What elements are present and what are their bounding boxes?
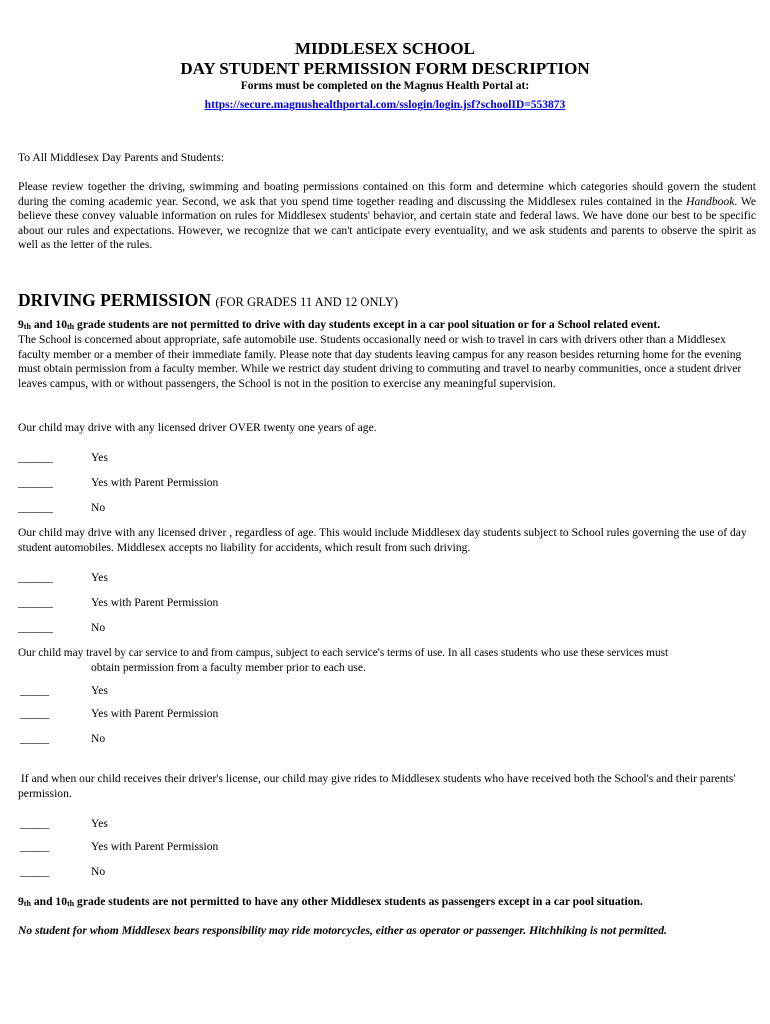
label-q2-yes: Yes	[91, 571, 108, 584]
label-q4-yes: Yes	[91, 817, 108, 830]
blank-q4-yes[interactable]: _____	[20, 817, 49, 830]
safety-paragraph: The School is concerned about appropriate, safe automobile use. Students occasionally need or wish to travel in cars with drivers other than a Middlesex faculty member or a member of their immediate family. Please note that day students leaving campus for any reason besides returning home for the evening must obtain permission from a faculty member. While we restrict day student driving to commuting and travel to nearby communities, once a student driver leaves campus, with or without passengers, the School is not in the position to exercise any meaningful supervision.	[18, 333, 742, 390]
blank-q4-yes-parent[interactable]: _____	[20, 840, 49, 853]
blank-q3-yes-parent[interactable]: _____	[20, 707, 49, 720]
intro-paragraph: Please review together the driving, swimming and boating permissions contained on this form and determine which categories should govern the student during the coming academic year. Second, we ask that you spend time together reading and discussing the Middlesex rules contained in the Handbook. We believe these convey valuable information on rules for Middlesex students' behavior, and certain state and federal laws. We have done our best to be specific about our rules and expectations. However, we recognize that we can't anticipate every eventuality, and we ask students and parents to observe the spirit as well as the letter of the rules.	[18, 180, 757, 252]
label-q1-yes: Yes	[91, 451, 108, 464]
label-q1-no: No	[91, 501, 106, 514]
school-title: MIDDLESEX SCHOOL	[295, 39, 475, 58]
blank-q1-no[interactable]: ______	[18, 501, 53, 514]
motorcycle-note: No student for whom Middlesex bears responsibility may ride motorcycles, either as operator or passenger. Hitchhiking is not permitted.	[18, 924, 667, 937]
question-over-21: Our child may drive with any licensed driver OVER twenty one years of age.	[18, 421, 377, 434]
label-q3-no: No	[91, 732, 106, 745]
question-car-service: Our child may travel by car service to and from campus, subject to each service's terms of use. In all cases students who use these services must	[18, 647, 669, 659]
label-q3-yes: Yes	[91, 684, 108, 697]
portal-link[interactable]: https://secure.magnushealthportal.com/sslogin/login.jsf?schoolID=553873	[204, 99, 566, 111]
blank-q2-no[interactable]: ______	[18, 621, 53, 634]
label-q2-no: No	[91, 621, 106, 634]
portal-note: Forms must be completed on the Magnus Health Portal at:	[240, 80, 530, 92]
label-q3-yes-parent: Yes with Parent Permission	[91, 707, 219, 720]
blank-q2-yes-parent[interactable]: ______	[18, 596, 53, 609]
label-q4-no: No	[91, 865, 106, 878]
label-q4-yes-parent: Yes with Parent Permission	[91, 840, 219, 853]
question-any-age: Our child may drive with any licensed driver , regardless of age. This would include Middlesex day students subject to School rules governing the use of day student automobiles. Middlesex accepts no liability for accidents, which result from such driving.	[18, 526, 747, 554]
blank-q1-yes-parent[interactable]: ______	[18, 476, 53, 489]
blank-q3-no[interactable]: _____	[20, 732, 49, 745]
grade-rule-2: $9_{th}$ and $10_{th}$ grade students are not permitted to have any other Middlesex students as passengers except in a car pool situation.	[18, 895, 643, 908]
question-car-service-cont: obtain permission from a faculty member prior to each use.	[91, 661, 366, 674]
label-q2-yes-parent: Yes with Parent Permission	[91, 596, 219, 609]
blank-q1-yes[interactable]: ______	[18, 451, 53, 464]
blank-q4-no[interactable]: _____	[20, 865, 49, 878]
grade-rule-1: $9_{th}$ and $10_{th}$ grade students are not permitted to drive with day students except in a car pool situation or for a School related event.	[18, 318, 661, 331]
salutation: To All Middlesex Day Parents and Students:	[18, 151, 224, 164]
blank-q3-yes[interactable]: _____	[20, 684, 49, 697]
form-title: DAY STUDENT PERMISSION FORM DESCRIPTION	[180, 59, 590, 78]
label-q1-yes-parent: Yes with Parent Permission	[91, 476, 219, 489]
blank-q2-yes[interactable]: ______	[18, 571, 53, 584]
question-give-rides: If and when our child receives their driver's license, our child may give rides to Middlesex students who have received both the School's and their parents' permission.	[18, 772, 739, 800]
driving-heading: DRIVING PERMISSION (FOR GRADES 11 AND 12 ONLY)	[18, 290, 399, 310]
